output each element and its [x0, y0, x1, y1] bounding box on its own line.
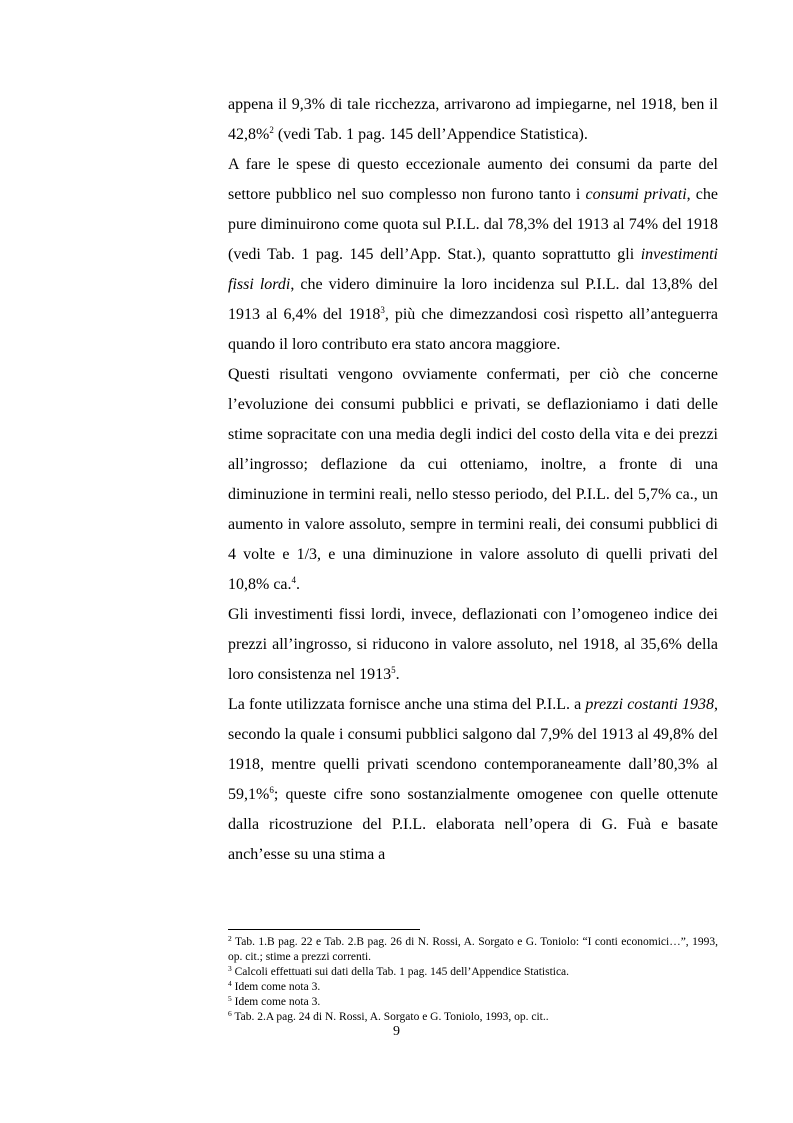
page-number: 9 [393, 1024, 400, 1039]
footnote-text: Tab. 1.B pag. 22 e Tab. 2.B pag. 26 di N. Rossi, A. Sorgato e G. Toniolo: “I conti economici…”, 1993, op. cit.; stime a prezzi correnti. [228, 936, 718, 963]
paragraph-2 [228, 150, 718, 360]
paragraph-text: , che videro diminuire la loro incidenza sul P.I.L. dal 13,8% del 1913 al 6,4% del 1918 [228, 276, 719, 323]
footnote-number: 5 [228, 994, 232, 1003]
footnote-text: Calcoli effettuati sui dati della Tab. 1 pag. 145 dell’Appendice Statistica. [231, 966, 570, 978]
footnote-number: 6 [228, 1009, 232, 1018]
footnotes [228, 935, 718, 1025]
footnote-ref-5[interactable]: 5 [391, 665, 396, 675]
paragraph-text: appena il 9,3% di tale ricchezza, arrivarono ad impiegarne, nel 1918, ben il 42,8% [228, 96, 718, 143]
paragraph-4 [228, 600, 718, 690]
footnote-4 [228, 980, 718, 995]
footnote-text: Tab. 2.A pag. 24 di N. Rossi, A. Sorgato e G. Toniolo, 1993, op. cit.. [231, 1011, 549, 1023]
paragraph-5 [228, 690, 718, 870]
paragraph-3 [228, 360, 718, 600]
footnote-ref-2[interactable]: 2 [269, 125, 274, 135]
footnote-separator [228, 929, 420, 930]
footnote-text: Idem come nota 3. [231, 996, 321, 1008]
paragraph-text: ; queste cifre sono sostanzialmente omogenee con quelle ottenute dalla ricostruzione del P.I.L. elaborata nell’opera di G. Fuà e basate anch’esse su una stima a [228, 786, 718, 863]
italic-term: consumi privati [585, 186, 687, 203]
paragraph-text: Gli investimenti fissi lordi, invece, deflazionati con l’omogeneo indice dei prezzi all’ingrosso, si riducono in valore assoluto, nel 1918, al 35,6% della loro consistenza nel 1913 [228, 606, 718, 683]
footnote-ref-6[interactable]: 6 [269, 785, 274, 795]
footnote-6 [228, 1010, 718, 1025]
paragraph-text: . [395, 666, 400, 683]
paragraph-text: Questi risultati vengono ovviamente confermati, per ciò che concerne l’evoluzione dei consumi pubblici e privati, se deflazioniamo i dati delle stime sopracitate con una media degli indici del costo della vita e dei prezzi all’ingrosso; deflazione da cui otteniamo, inoltre, a fronte di una diminuzione in termini reali, nello stesso periodo, del P.I.L. del 5,7% ca., un aumento in valore assoluto, sempre in termini reali, dei consumi pubblici di 4 volte e 1/3, e una diminuzione in valore assoluto di quelli privati del 10,8% ca. [228, 366, 718, 593]
footnote-3 [228, 965, 718, 980]
body-text [228, 90, 718, 870]
paragraph-text: (vedi Tab. 1 pag. 145 dell’Appendice Statistica). [273, 126, 588, 143]
italic-term: prezzi costanti 1938 [585, 696, 715, 713]
paragraph-text: , secondo la quale i consumi pubblici salgono dal 7,9% del 1913 al 49,8% del 1918, mentre quelli privati scendono contemporaneamente dall’80,3% al 59,1% [228, 696, 719, 803]
paragraph-text: , più che dimezzandosi così rispetto all’anteguerra quando il loro contributo era stato ancora maggiore. [228, 306, 719, 353]
footnote-number: 4 [228, 979, 232, 988]
paragraph-text: A fare le spese di questo eccezionale aumento dei consumi da parte del settore pubblico nel suo complesso non furono tanto i [228, 156, 718, 203]
footnote-text: Idem come nota 3. [231, 981, 321, 993]
paragraph-text: La fonte utilizzata fornisce anche una stima del P.I.L. a [228, 696, 586, 713]
footnote-5 [228, 995, 718, 1010]
italic-term: investimenti fissi lordi [228, 246, 718, 293]
footnote-number: 2 [228, 934, 232, 943]
footnote-2 [228, 935, 718, 965]
paragraph-text: . [296, 576, 301, 593]
footnote-number: 3 [228, 964, 232, 973]
footnote-ref-3[interactable]: 3 [380, 305, 385, 315]
footnote-ref-4[interactable]: 4 [291, 575, 297, 585]
paragraph-1 [228, 90, 718, 150]
paragraph-text: , che pure diminuirono come quota sul P.I.L. dal 78,3% del 1913 al 74% del 1918 (vedi Tab. 1 pag. 145 dell’App. Stat.), quanto soprattutto gli [228, 186, 719, 263]
